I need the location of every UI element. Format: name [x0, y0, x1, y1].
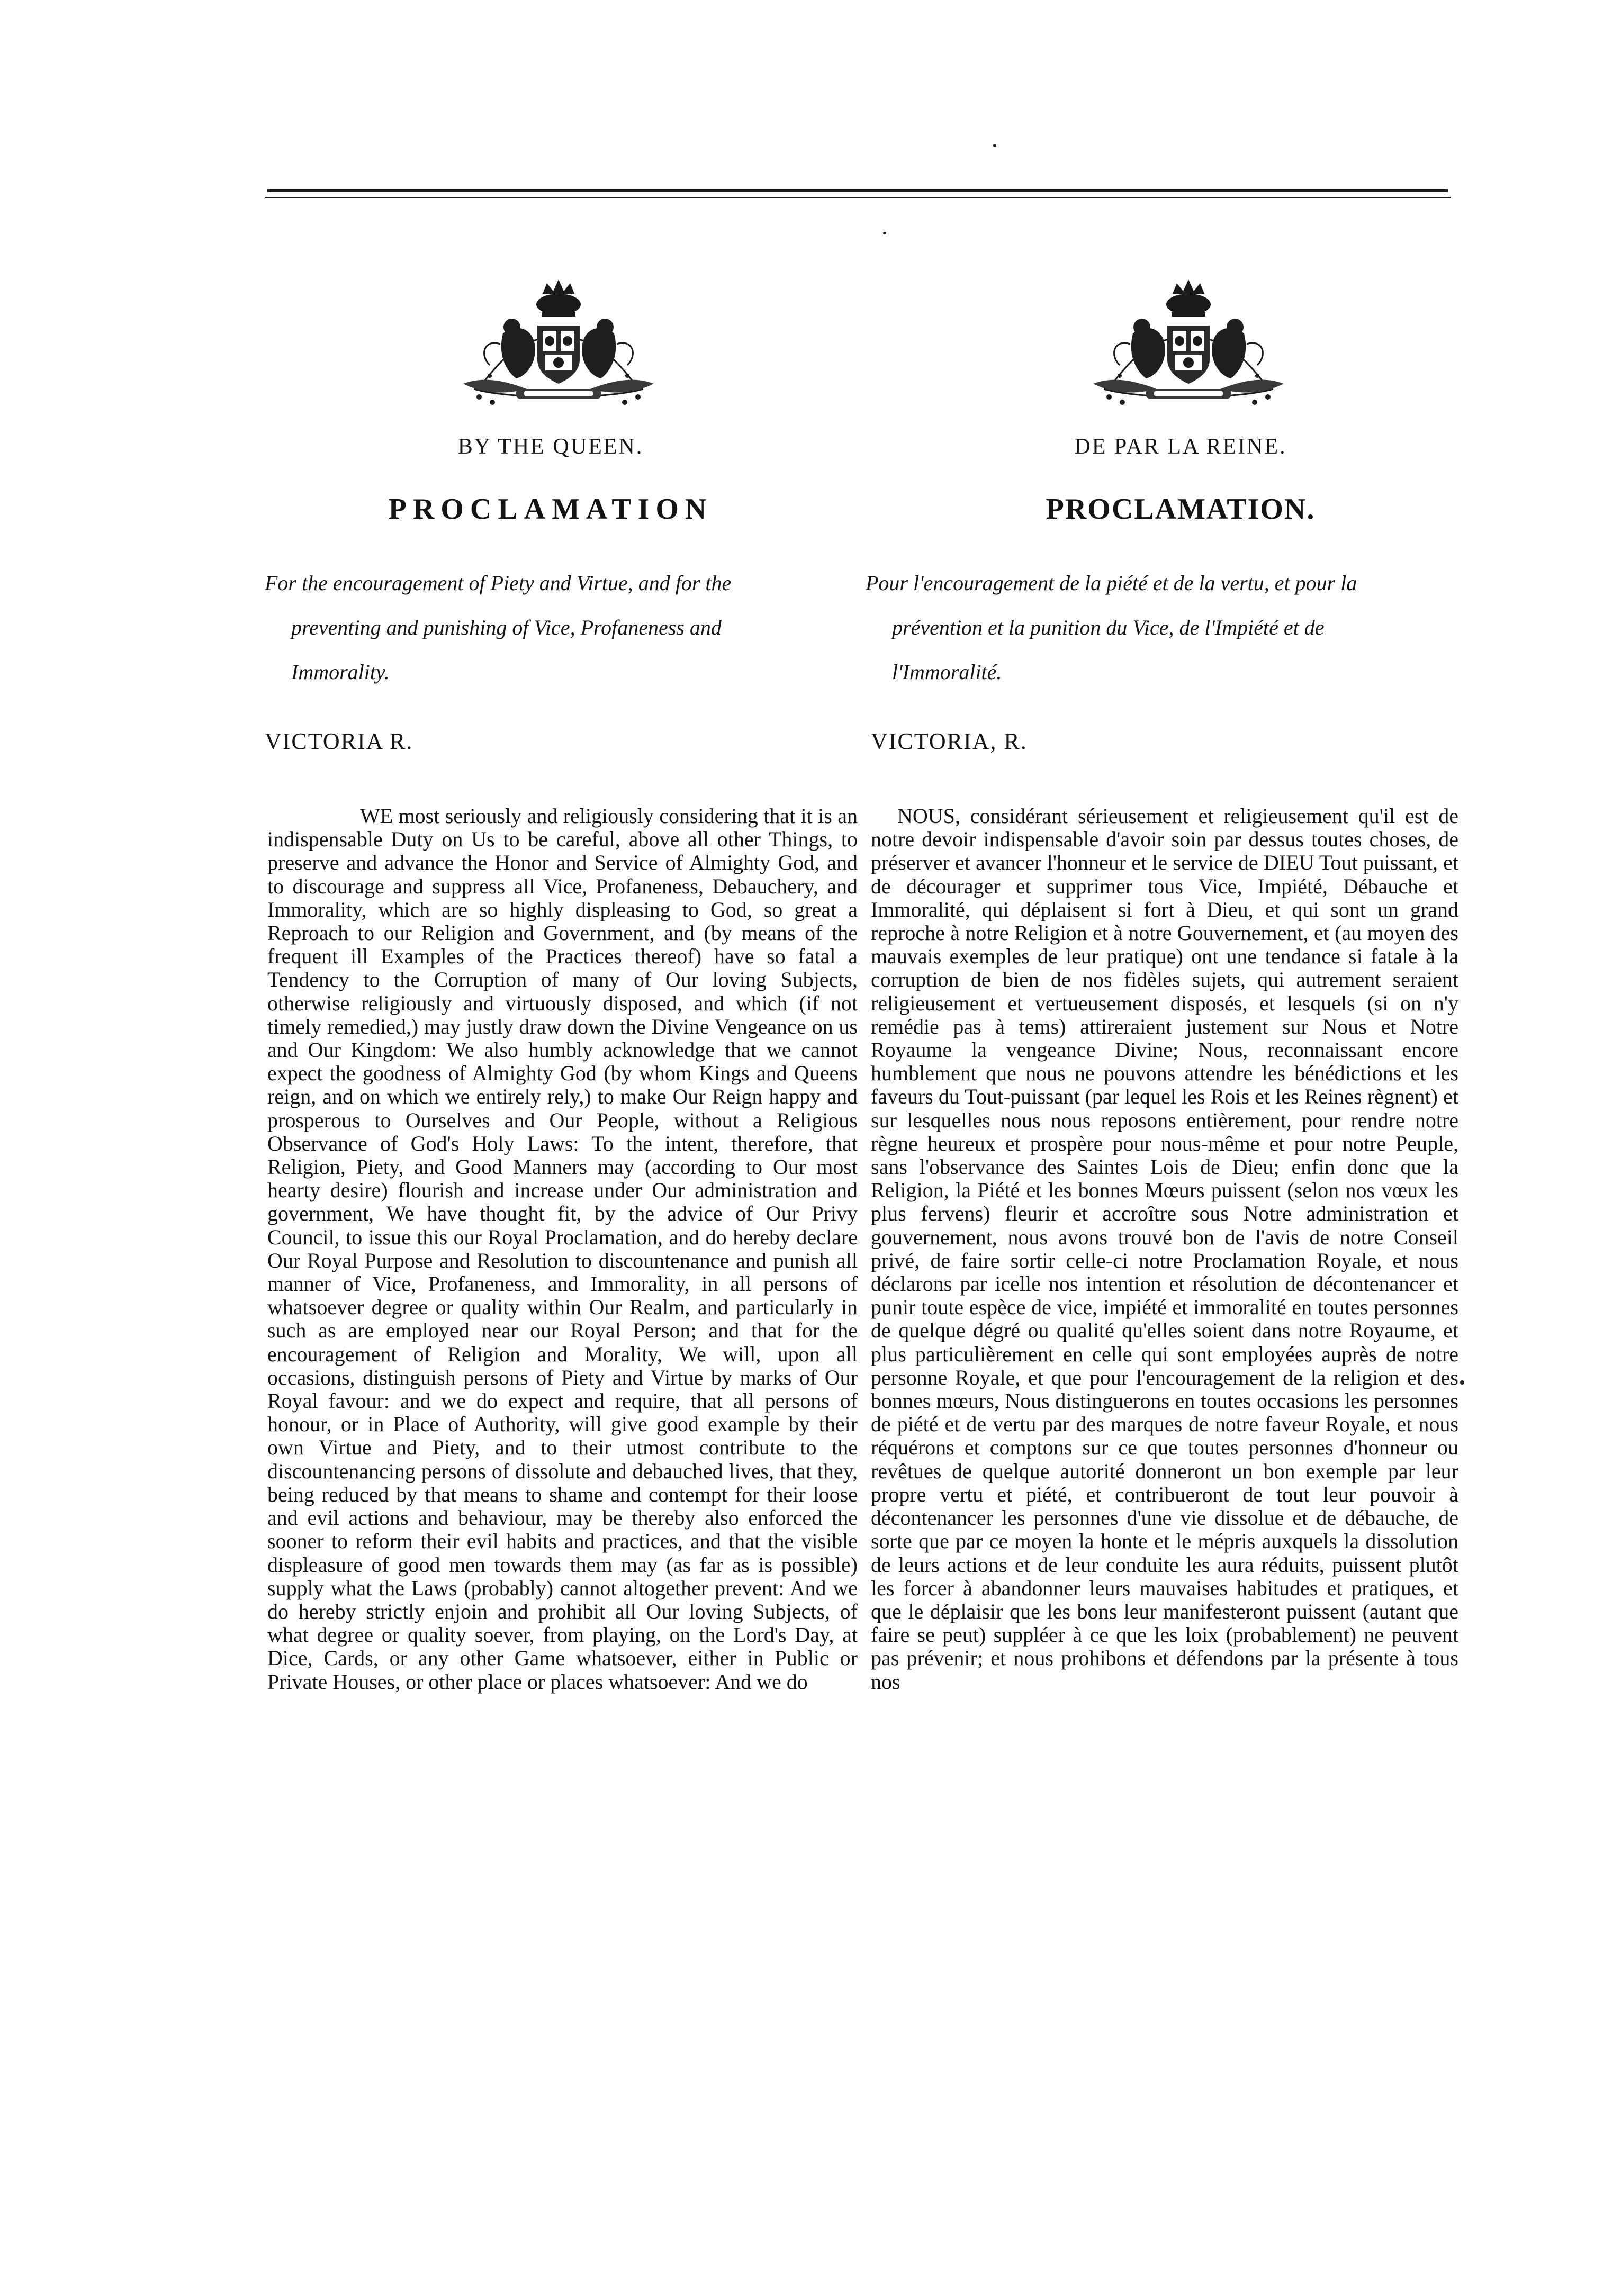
subtitle-line: Immorality.: [291, 660, 390, 684]
printer-mark: [1460, 1380, 1464, 1385]
royal-coat-of-arms-icon: [453, 275, 664, 415]
subtitle-english: [265, 561, 842, 694]
royal-coat-of-arms-icon: [1083, 275, 1294, 415]
subtitle-line: preventing and punishing of Vice, Profaneness and: [291, 616, 722, 639]
printer-mark: [883, 232, 886, 234]
subtitle-line: prévention et la punition du Vice, de l'Impiété et de: [892, 616, 1325, 639]
body-text-french: NOUS, considérant sérieusement et religieusement qu'il est de notre devoir indispensable d'avoir soin par dessus toutes choses, de préserver et avancer l'honneur et le service de DIEU Tout puissant, et de décourager et supprimer tous Vice, Impiété, Débauche et Immoralité, qui déplaisent si fort à Dieu, et qui sont un grand reproche à notre Religion et à notre Gouvernement, et (au moyen des mauvais exemples de leur pratique) ont une tendance si fatale à la corruption de bien de nos fidèles sujets, qui autrement seraient religieusement et vertueusement disposés, et lesquels (si on n'y remédie pas à tems) attireraient justement sur Nous et Notre Royaume la vengeance Divine; Nous, reconnaissant encore humblement que nous ne pouvons attendre les bénédictions et les faveurs du Tout-puissant (par lequel les Rois et les Reines règnent) et sur lesquelles nous nous reposons entièrement, pour rendre notre règne heureux et prospère pour nous-même et pour notre Peuple, sans l'observance des Saintes Lois de Dieu; enfin donc que la Religion, la Piété et les bonnes Mœurs puissent (selon nos vœux les plus fervens) fleurir et accroître sous Notre administration et gouvernement, nous avons trouvé bon de l'avis de notre Conseil privé, de faire sortir celle-ci notre Proclamation Royale, et nous déclarons par icelle nos intention et résolution de décontenancer et punir toute espèce de vice, impiété et immoralité en toutes personnes de quelque dégré ou qualité qu'elles soient dans notre Royaume, et plus particulièrement en celle qui sont employées auprès de notre personne Royale, et que pour l'encouragement de la religion et des bonnes mœurs, Nous distinguerons en toutes occasions les personnes de piété et de vertu par des marques de notre faveur Royale, et nous réquérons et comptons sur ce que toutes personnes d'honneur ou revêtues de quelque autorité donneront un bon exemple par leur propre vertu et piété, et contribueront de tout leur pouvoir à décontenancer les personnes d'une vie dissolue et de débauche, de sorte que par ce moyen la honte et le mépris auxquels la dissolution de leurs actions et de leur conduite les aura réduits, puissent plutôt les forcer à abandonner leurs mauvaises habitudes et pratiques, et que le déplaisir que les bons leur manifesteront puissent (autant que faire se peut) suppléer à ce que les loix (probablement) ne peuvent pas prévenir; et nous prohibons et défendons par la présente à tous nos: [871, 804, 1458, 1694]
header-rule: [267, 189, 1448, 192]
subtitle-line: l'Immoralité.: [892, 660, 1002, 684]
subtitle-french: [866, 561, 1451, 694]
body-text-english: WE most seriously and religiously considering that it is an indispensable Duty on Us to be careful, above all other Things, to preserve and advance the Honor and Service of Almighty God, and to discourage and suppress all Vice, Profaneness, Debauchery, and Immorality, which are so highly displeasing to God, so great a Reproach to our Religion and Government, and (by means of the frequent ill Examples of the Practices thereof) have so fatal a Tendency to the Corruption of many of Our loving Subjects, otherwise religiously and virtuously disposed, and which (if not timely remedied,) may justly draw down the Divine Vengeance on us and Our Kingdom: We also humbly acknowledge that we cannot expect the goodness of Almighty God (by whom Kings and Queens reign, and on which we entirely rely,) to make Our Reign happy and prosperous to Ourselves and Our People, without a Religious Observance of God's Holy Laws: To the intent, therefore, that Religion, Piety, and Good Manners may (according to Our most hearty desire) flourish and increase under Our administration and government, We have thought fit, by the advice of Our Privy Council, to issue this our Royal Proclamation, and do hereby declare Our Royal Purpose and Resolution to discountenance and punish all manner of Vice, Profaneness, and Immorality, in all persons of whatsoever degree or quality within Our Realm, and particularly in such as are employed near our Royal Person; and that for the encouragement of Religion and Morality, We will, upon all occasions, distinguish persons of Piety and Virtue by marks of Our Royal favour: and we do expect and require, that all persons of honour, or in Place of Authority, will give good example by their own Virtue and Piety, and to their utmost contribute to the discountenancing persons of dissolute and debauched lives, that they, being reduced by that means to shame and contempt for their loose and evil actions and behaviour, may be thereby also enforced the sooner to reform their evil habits and practices, and that the visible displeasure of good men towards them may (as far as is possible) supply what the Laws (probably) cannot altogether prevent: And we do hereby strictly enjoin and prohibit all Our loving Subjects, of what degree or quality soever, from playing, on the Lord's Day, at Dice, Cards, or any other Game whatsoever, either in Public or Private Houses, or other place or places whatsoever: And we do: [267, 804, 858, 1694]
proclamation-heading-english: BY THE QUEEN.: [457, 435, 644, 459]
subtitle-line: Pour l'encouragement de la piété et de la vertu, et pour la: [866, 571, 1357, 595]
header-rule: [265, 197, 1451, 198]
printer-mark: [993, 144, 996, 147]
royal-signature-french: VICTORIA, R.: [871, 728, 1028, 754]
subtitle-line: For the encouragement of Piety and Virtue, and for the: [265, 571, 732, 595]
proclamation-title-french: PROCLAMATION.: [1046, 493, 1316, 526]
proclamation-title-english: PROCLAMATION: [388, 493, 713, 526]
royal-signature-english: VICTORIA R.: [265, 728, 413, 754]
proclamation-heading-french: DE PAR LA REINE.: [1074, 435, 1287, 459]
